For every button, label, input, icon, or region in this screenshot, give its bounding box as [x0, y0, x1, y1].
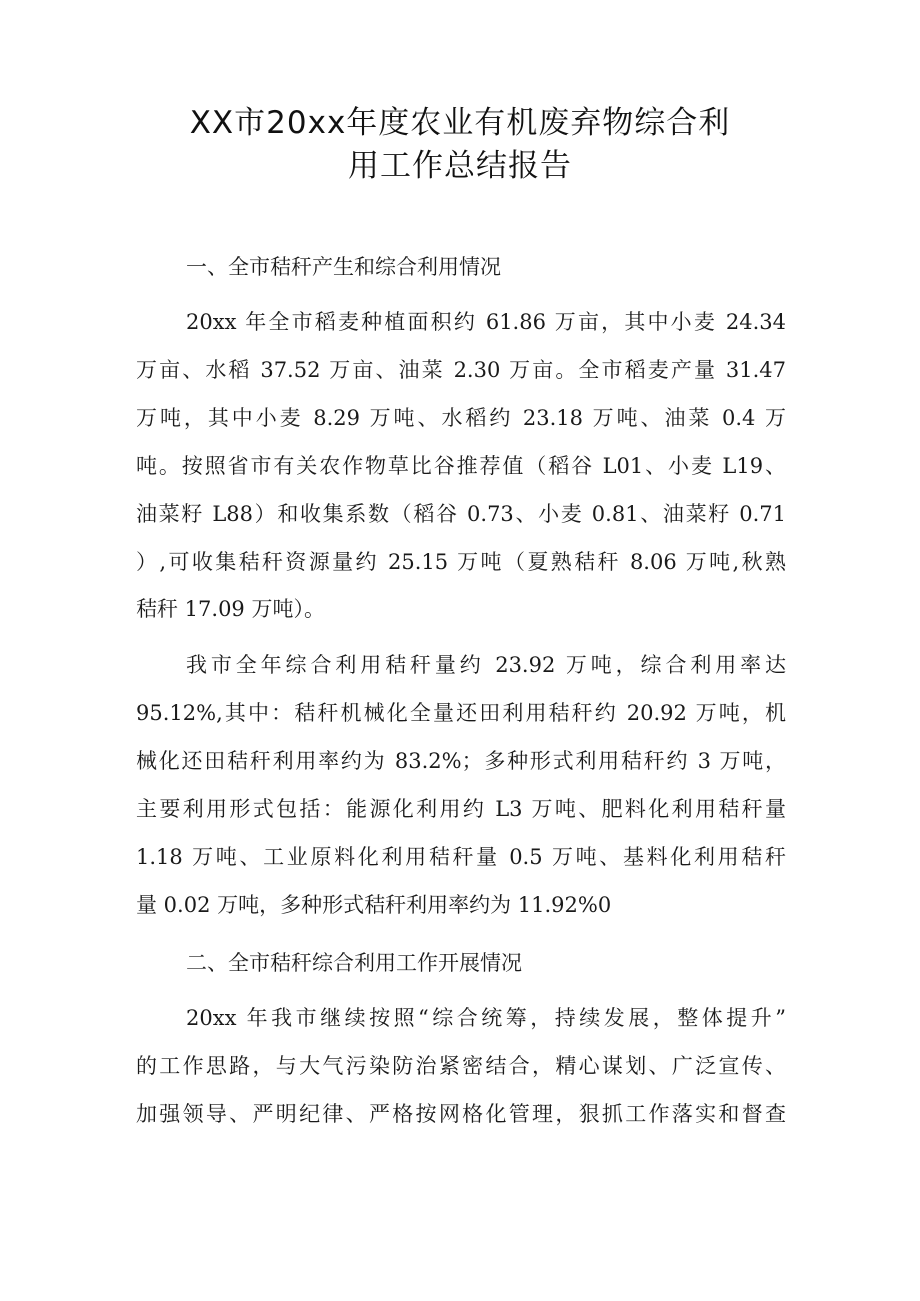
- section-1-para-1-line: ）,可收集秸秆资源量约 25.15 万吨（夏熟秸秆 8.06 万吨,秋熟: [136, 550, 786, 574]
- section-1-para-1-line: 油菜籽 L88）和收集系数（稻谷 0.73、小麦 0.81、油菜籽 0.71: [136, 502, 786, 526]
- section-1-para-2-line: 95.12%,其中：秸秆机械化全量还田利用秸秆约 20.92 万吨，机: [136, 701, 786, 725]
- section-1-para-2-line: 1.18 万吨、工业原料化利用秸秆量 0.5 万吨、基料化利用秸秆: [136, 845, 786, 869]
- section-2-heading: 二、全市秸秆综合利用工作开展情况: [186, 951, 522, 975]
- section-1-para-2-line: 主要利用形式包括：能源化利用约 L3 万吨、肥料化利用秸秆量: [136, 797, 786, 821]
- section-1-para-2-line: 量 0.02 万吨，多种形式秸秆利用率约为 11.92%0: [136, 893, 612, 917]
- section-1-para-2-line: 我市全年综合利用秸秆量约 23.92 万吨，综合利用率达: [186, 653, 786, 677]
- section-1-heading: 一、全市秸秆产生和综合利用情况: [186, 255, 501, 279]
- section-2-para-1-line: 加强领导、严明纪律、严格按网格化管理，狠抓工作落实和督查: [136, 1102, 786, 1126]
- section-1-para-1-line: 万亩、水稻 37.52 万亩、油菜 2.30 万亩。全市稻麦产量 31.47: [136, 358, 786, 382]
- section-1-para-2-line: 械化还田秸秆利用率约为 83.2%；多种形式利用秸秆约 3 万吨，: [136, 749, 786, 773]
- document-title-line-2: 用工作总结报告: [348, 148, 572, 184]
- section-1-para-1-line: 秸秆 17.09 万吨）。: [136, 597, 325, 621]
- document-title-line-1: XX市20xx年度农业有机废弃物综合利: [189, 105, 731, 141]
- section-2-para-1-line: 20xx 年我市继续按照“综合统筹，持续发展，整体提升”: [186, 1006, 786, 1030]
- section-1-para-1-line: 吨。按照省市有关农作物草比谷推荐值（稻谷 L01、小麦 L19、: [136, 454, 786, 478]
- section-2-para-1-line: 的工作思路，与大气污染防治紧密结合，精心谋划、广泛宣传、: [136, 1054, 786, 1078]
- section-1-para-1-line: 万吨，其中小麦 8.29 万吨、水稻约 23.18 万吨、油菜 0.4 万: [136, 406, 786, 430]
- section-1-para-1-line: 20xx 年全市稻麦种植面积约 61.86 万亩，其中小麦 24.34: [186, 310, 786, 334]
